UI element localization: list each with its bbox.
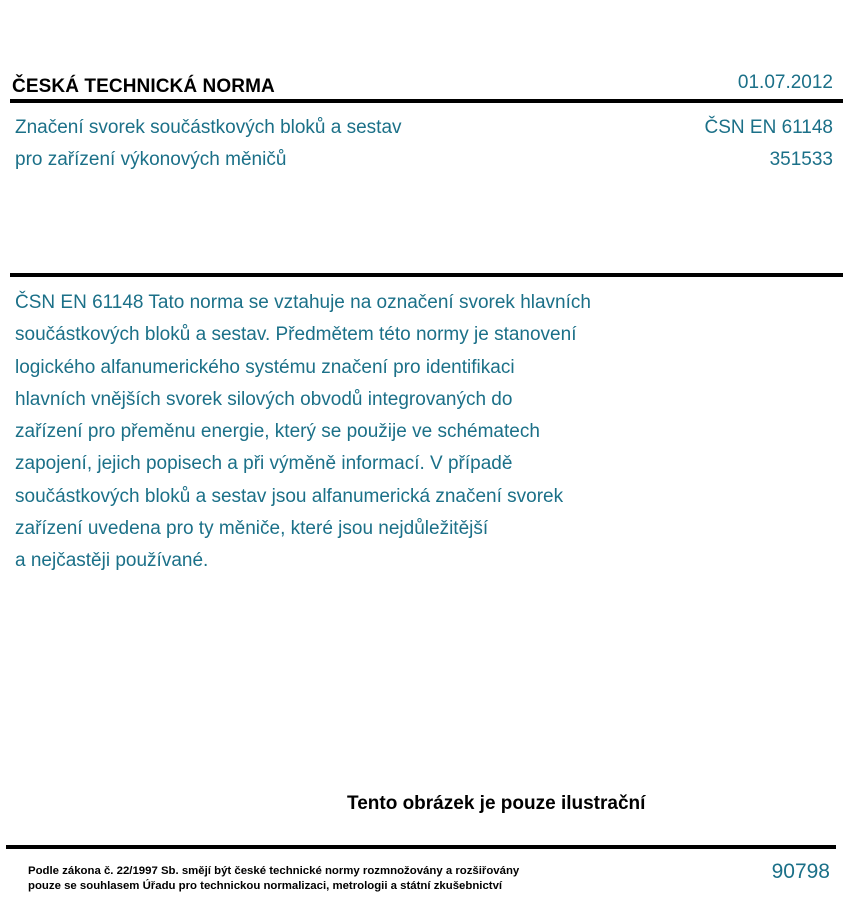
header-rule: [10, 99, 843, 103]
copyright-notice: Podle zákona č. 22/1997 Sb. smějí být české technické normy rozmnožovány a rozšiřovány pouze se souhlasem Úřadu pro technickou normalizaci, metrologii a státní zkušebnictví: [28, 865, 520, 892]
standard-designation: ČSN EN 61148: [704, 117, 833, 138]
abstract-text: ČSN EN 61148 Tato norma se vztahuje na označení svorek hlavních součástkových bloků a sestav. Předmětem této normy je stanovení logického alfanumerického systému značení pro identifikaci hlavních vnějších svorek silových obvodů integrovaných do zařízení pro přeměnu energie, který se použije ve schématech zapojení, jejich popisech a při výměně informací. V případě součástkových bloků a sestav jsou alfanumerická značení svorek zařízení uvedena pro ty měniče, které jsou nejdůležitější a nejčastěji používané.: [15, 292, 591, 572]
document-id: 90798: [771, 860, 830, 883]
issue-date: 01.07.2012: [737, 72, 833, 93]
classification-code: 351533: [769, 149, 833, 170]
section-rule: [10, 273, 843, 277]
standard-title-line-2: pro zařízení výkonových měničů: [15, 149, 287, 170]
footer-rule: [6, 845, 836, 849]
document-type-heading: ČESKÁ TECHNICKÁ NORMA: [12, 76, 275, 97]
illustration-notice: Tento obrázek je pouze ilustrační: [347, 793, 646, 814]
standard-title-line-1: Značení svorek součástkových bloků a sestav: [15, 117, 402, 138]
